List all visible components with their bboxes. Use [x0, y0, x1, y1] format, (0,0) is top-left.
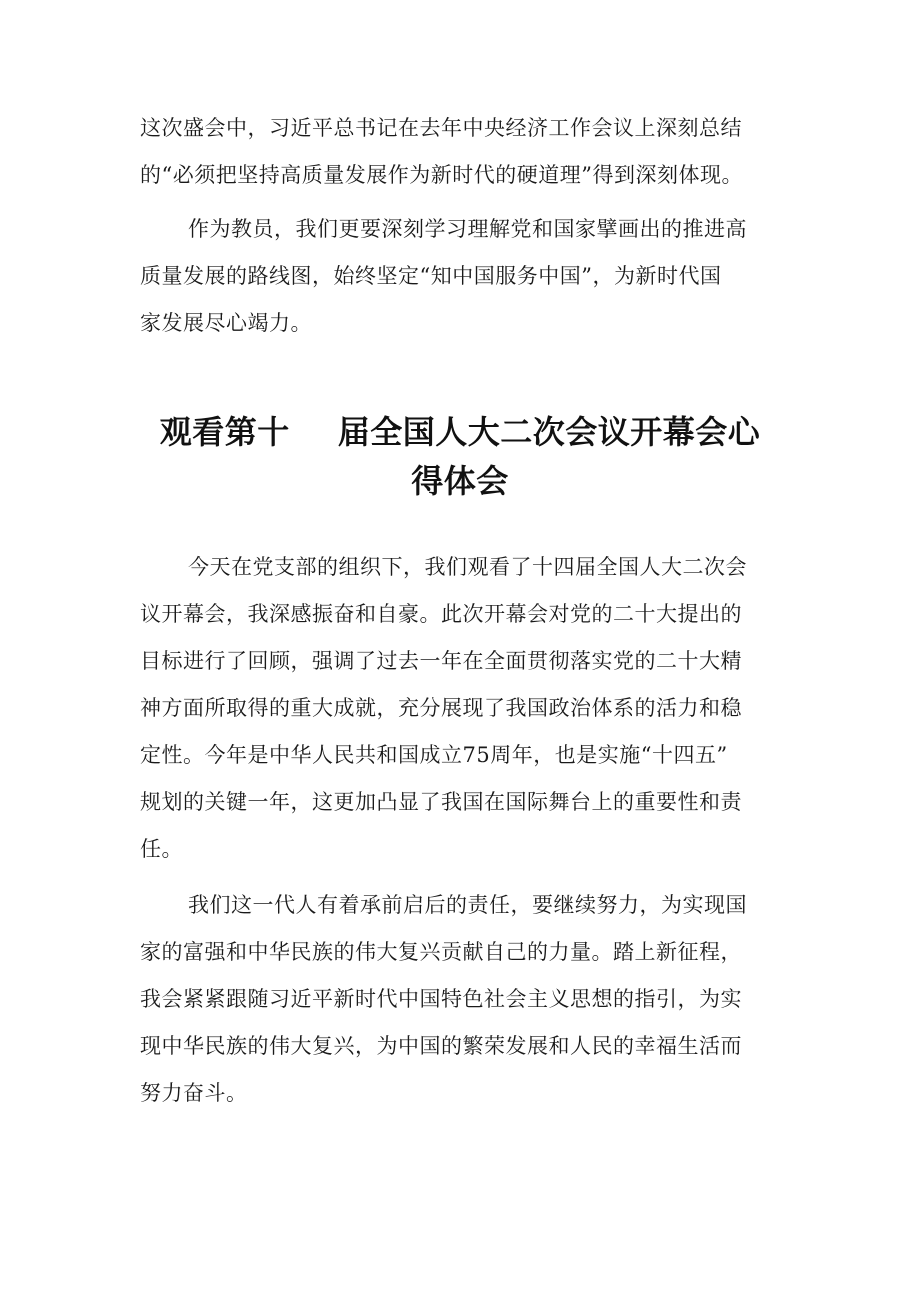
text-line: 家发展尽心竭力。: [140, 311, 312, 335]
teacher-paragraph: [140, 206, 780, 347]
text-line: 神方面所取得的重大成就，充分展现了我国政治体系的活力和稳: [140, 696, 742, 720]
text-line: 现中华民族的伟大复兴，为中国的繁荣发展和人民的幸福生活而: [140, 1034, 742, 1058]
paragraph-1: [140, 544, 780, 873]
title-line-1: [140, 408, 780, 457]
text-line: 任。: [140, 837, 183, 861]
text-line: 规划的关键一年，这更加凸显了我国在国际舞台上的重要性和责: [140, 790, 742, 814]
title-part-2: 届全国人大二次会议开幕会心: [337, 413, 761, 451]
paragraph-2: [140, 882, 780, 1117]
title-line-2: 得体会: [411, 462, 509, 500]
text-line: 我会紧紧跟随习近平新时代中国特色社会主义思想的指引，为实: [140, 987, 742, 1011]
text-line: 作为教员，我们更要深刻学习理解党和国家擘画出的推进高: [188, 217, 747, 241]
article-title: [140, 408, 780, 506]
text-line: 家的富强和中华民族的伟大复兴贡献自己的力量。踏上新征程，: [140, 940, 742, 964]
text-line: 的“必须把坚持高质量发展作为新时代的硬道理”得到深刻体现。: [140, 163, 743, 187]
intro-paragraph: [140, 105, 780, 199]
text-line: 今天在党支部的组织下，我们观看了十四届全国人大二次会: [188, 555, 747, 579]
text-line: 目标进行了回顾，强调了过去一年在全面贯彻落实党的二十大精: [140, 649, 742, 673]
text-line: 议开幕会，我深感振奋和自豪。此次开幕会对党的二十大提出的: [140, 602, 742, 626]
text-line: 定性。今年是中华人民共和国成立75周年，也是实施“十四五”: [140, 743, 728, 767]
text-line: 这次盛会中，习近平总书记在去年中央经济工作会议上深刻总结: [140, 116, 742, 140]
text-line: 努力奋斗。: [140, 1081, 248, 1105]
title-part-1: 观看第十: [159, 413, 290, 451]
text-line: 质量发展的路线图，始终坚定“知中国服务中国”，为新时代国: [140, 264, 722, 288]
text-line: 我们这一代人有着承前启后的责任，要继续努力，为实现国: [188, 893, 747, 917]
